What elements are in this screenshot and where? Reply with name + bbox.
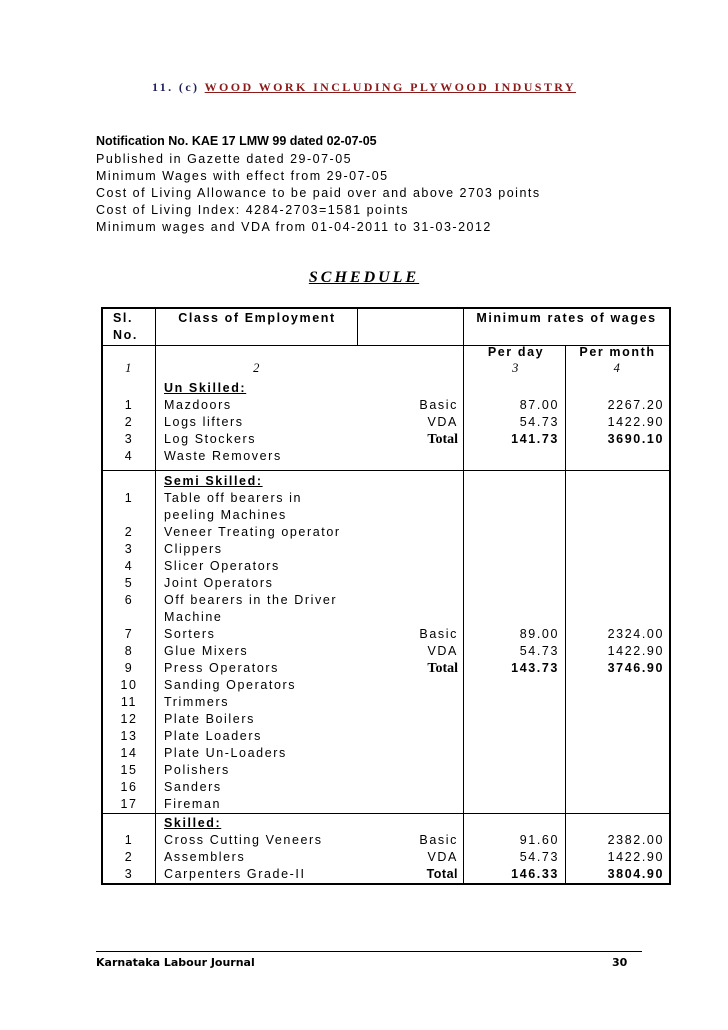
rate-label-basic: Basic	[419, 627, 458, 641]
rate-per-month: 2382.00	[607, 833, 664, 847]
column-number-1: 1	[125, 361, 133, 375]
row-class: Slicer Operators	[164, 559, 280, 573]
footer-rule	[96, 951, 642, 952]
rate-per-day: 54.73	[519, 415, 559, 429]
row-sl: 16	[120, 780, 138, 794]
page-number: 30	[612, 956, 628, 969]
group-heading-unskilled: Un Skilled:	[164, 381, 247, 395]
row-class: Plate Un-Loaders	[164, 746, 287, 760]
row-class: Joint Operators	[164, 576, 274, 590]
rate-label-total: Total	[427, 432, 458, 447]
row-sl: 7	[124, 627, 134, 641]
row-class: Press Operators	[164, 661, 280, 675]
rate-per-month-total: 3690.10	[607, 432, 664, 446]
header-sl: Sl.	[113, 311, 134, 325]
header-per-day: Per day	[487, 345, 545, 359]
rate-per-month-total: 3804.90	[607, 867, 664, 881]
info-line-cola: Cost of Living Allowance to be paid over and above 2703 points	[96, 186, 541, 200]
schedule-title: SCHEDULE	[308, 269, 420, 286]
rate-per-day: 91.60	[519, 833, 559, 847]
rate-per-day-total: 146.33	[511, 867, 559, 881]
row-class: Trimmers	[164, 695, 230, 709]
column-number-2: 2	[253, 361, 261, 375]
row-class: Clippers	[164, 542, 223, 556]
row-class: Machine	[164, 610, 223, 624]
rate-label-vda: VDA	[427, 644, 458, 658]
row-sl: 10	[120, 678, 138, 692]
row-class: Assemblers	[164, 850, 246, 864]
rate-per-month-total: 3746.90	[607, 661, 664, 675]
row-sl: 15	[120, 763, 138, 777]
header-class-of-employment: Class of Employment	[178, 311, 336, 325]
row-sl: 2	[124, 850, 134, 864]
header-minimum-rates: Minimum rates of wages	[476, 311, 657, 325]
table-divider-class	[357, 307, 358, 345]
row-sl: 8	[124, 644, 134, 658]
row-sl: 14	[120, 746, 138, 760]
row-class: Off bearers in the Driver	[164, 593, 338, 607]
section-heading	[0, 80, 728, 95]
info-line-period: Minimum wages and VDA from 01-04-2011 to 31-03-2012	[96, 220, 492, 234]
row-sl: 9	[124, 661, 134, 675]
table-divider-label	[463, 307, 464, 885]
row-sl: 1	[124, 398, 134, 412]
row-sl: 3	[124, 542, 134, 556]
rate-label-basic: Basic	[419, 398, 458, 412]
column-number-4: 4	[613, 361, 622, 375]
rate-per-month: 1422.90	[607, 415, 664, 429]
row-sl: 3	[124, 867, 134, 881]
row-class: Glue Mixers	[164, 644, 249, 658]
row-sl: 4	[124, 449, 134, 463]
footer-journal-name: Karnataka Labour Journal	[96, 956, 255, 969]
rate-per-day-total: 143.73	[511, 661, 559, 675]
rate-per-day: 87.00	[519, 398, 559, 412]
row-sl: 1	[124, 833, 134, 847]
row-sl: 13	[120, 729, 138, 743]
notification-line: Notification No. KAE 17 LMW 99 dated 02-07-05	[96, 134, 377, 148]
table-rule-semiskilled	[101, 813, 671, 814]
rate-per-day: 89.00	[519, 627, 559, 641]
table-border-bottom	[101, 883, 671, 885]
row-class: Waste Removers	[164, 449, 282, 463]
row-class: Polishers	[164, 763, 230, 777]
row-class: Plate Loaders	[164, 729, 262, 743]
info-line-gazette: Published in Gazette dated 29-07-05	[96, 152, 353, 166]
table-border-right	[669, 307, 671, 885]
row-sl: 1	[124, 491, 134, 505]
rate-per-day: 54.73	[519, 850, 559, 864]
rate-per-day: 54.73	[519, 644, 559, 658]
row-class: Sorters	[164, 627, 216, 641]
rate-per-day-total: 141.73	[511, 432, 559, 446]
header-sl-no	[113, 310, 138, 344]
header-no: No.	[113, 328, 138, 342]
rate-label-vda: VDA	[427, 850, 458, 864]
column-number-3: 3	[512, 361, 520, 375]
row-sl: 3	[124, 432, 134, 446]
row-sl: 17	[120, 797, 138, 811]
row-sl: 5	[124, 576, 134, 590]
info-line-effect: Minimum Wages with effect from 29-07-05	[96, 169, 389, 183]
row-class: Plate Boilers	[164, 712, 255, 726]
section-title: WOOD WORK INCLUDING PLYWOOD INDUSTRY	[204, 80, 576, 94]
row-sl: 4	[124, 559, 134, 573]
rate-label-basic: Basic	[419, 833, 458, 847]
group-heading-semiskilled: Semi Skilled:	[164, 474, 263, 488]
row-class: Table off bearers in	[164, 491, 303, 505]
info-line-index: Cost of Living Index: 4284-2703=1581 points	[96, 203, 409, 217]
row-sl: 2	[124, 415, 134, 429]
section-number: 11. (c)	[151, 80, 200, 94]
rate-per-month: 1422.90	[607, 850, 664, 864]
rate-per-month: 2324.00	[607, 627, 664, 641]
row-class: Mazdoors	[164, 398, 232, 412]
row-class: Cross Cutting Veneers	[164, 833, 323, 847]
rate-per-month: 2267.20	[607, 398, 664, 412]
row-class: peeling Machines	[164, 508, 287, 522]
table-border-top	[101, 307, 671, 309]
rate-label-total: Total	[427, 661, 458, 676]
row-class: Carpenters Grade-II	[164, 867, 306, 881]
row-sl: 2	[124, 525, 134, 539]
rate-per-month: 1422.90	[607, 644, 664, 658]
row-sl: 6	[124, 593, 134, 607]
row-class: Fireman	[164, 797, 222, 811]
group-heading-skilled: Skilled:	[164, 816, 222, 830]
rate-label-total: Total	[426, 867, 458, 881]
rate-label-vda: VDA	[427, 415, 458, 429]
row-class: Sanders	[164, 780, 222, 794]
row-sl: 12	[120, 712, 138, 726]
table-divider-sl	[155, 307, 156, 885]
row-class: Logs lifters	[164, 415, 244, 429]
row-class: Veneer Treating operator	[164, 525, 341, 539]
header-per-month: Per month	[579, 345, 656, 359]
row-class: Sanding Operators	[164, 678, 297, 692]
row-sl: 11	[120, 695, 138, 709]
table-rule-unskilled	[101, 470, 671, 471]
row-class: Log Stockers	[164, 432, 257, 446]
